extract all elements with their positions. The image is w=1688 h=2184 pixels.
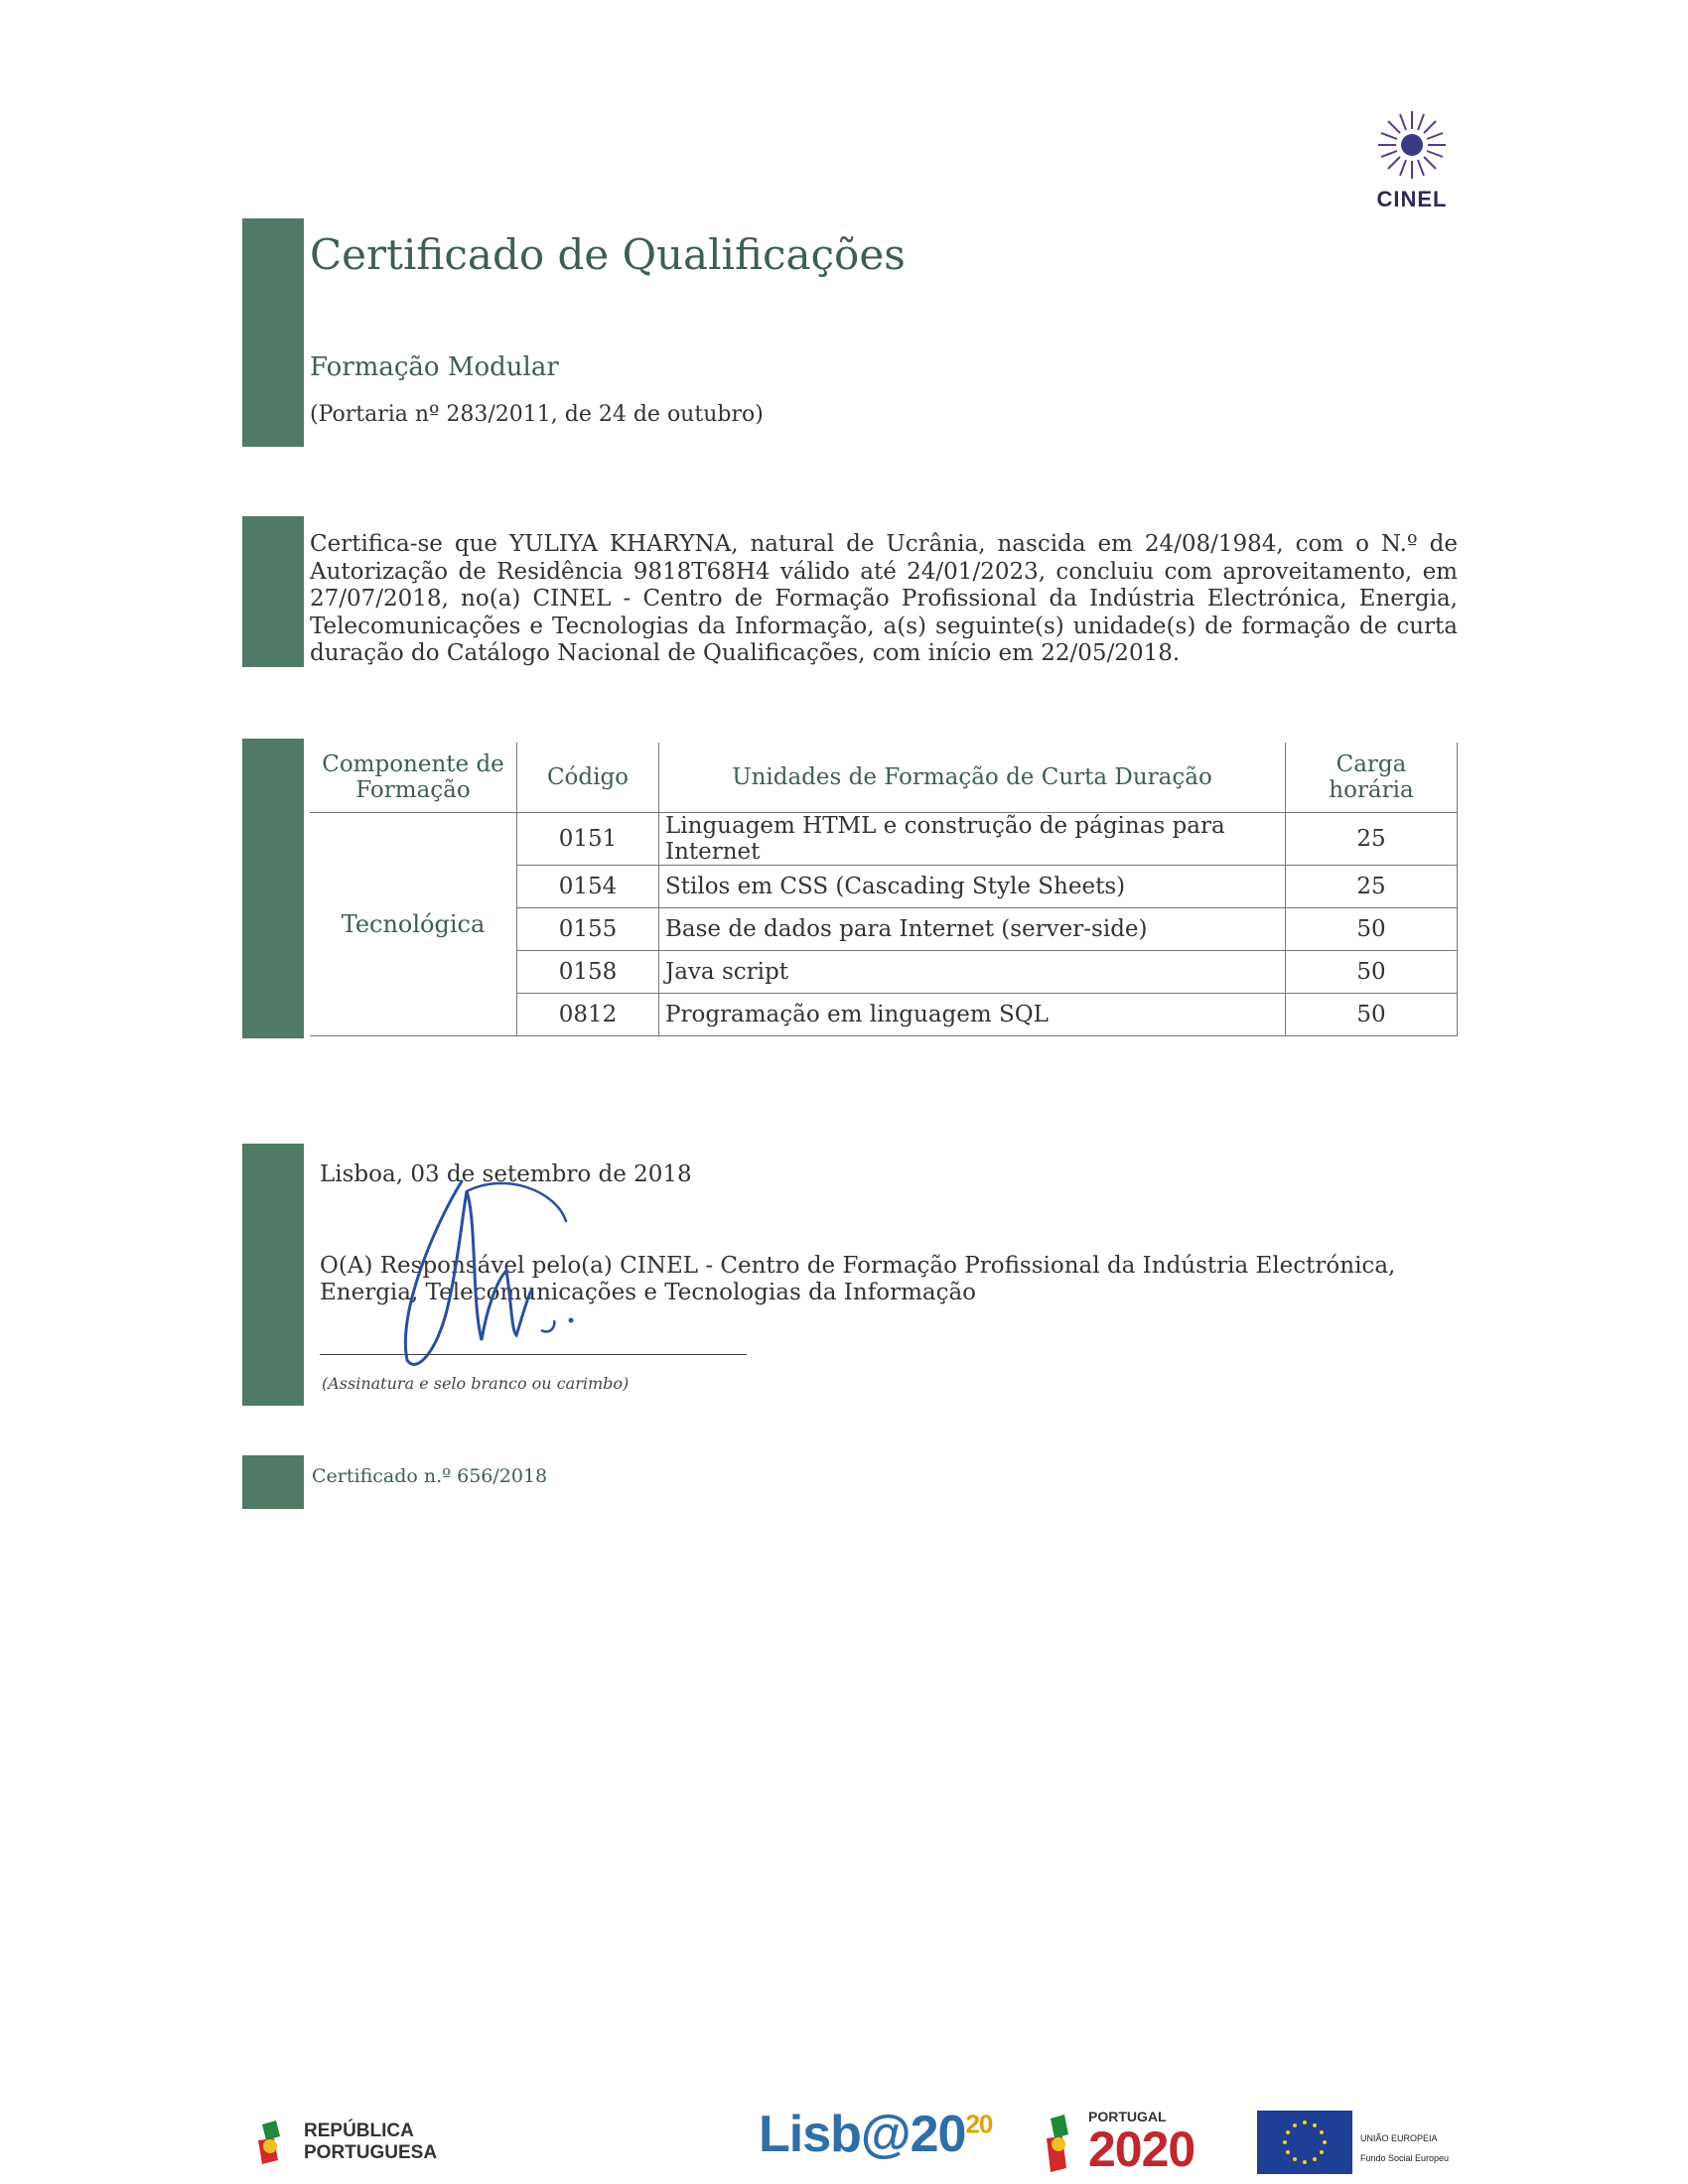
hours-cell: 50 [1286,908,1458,951]
lisboa-2020-text: Lisb@20 [759,2106,966,2163]
header-units: Unidades de Formação de Curta Duração [659,743,1286,813]
subtitle: Formação Modular [310,352,559,382]
eu-line-1: UNIÃO EUROPEIA [1360,2133,1438,2143]
portugal-label: PORTUGAL [1088,2109,1167,2124]
republica-line-1: REPÚBLICA [304,2120,414,2141]
hours-cell: 25 [1286,813,1458,866]
place-date: Lisboa, 03 de setembro de 2018 [320,1161,692,1187]
republica-line-2: PORTUGUESA [304,2142,438,2163]
component-cell: Tecnológica [310,813,517,1036]
code-cell: 0155 [517,908,659,951]
code-cell: 0151 [517,813,659,866]
lisboa-2020-superscript: 20 [965,2109,993,2139]
signature-caption: (Assinatura e selo branco ou carimbo) [322,1374,630,1393]
portaria-reference: (Portaria nº 283/2011, de 24 de outubro) [310,402,764,427]
code-cell: 0812 [517,994,659,1036]
unit-cell: Stilos em CSS (Cascading Style Sheets) [659,866,1286,908]
hours-cell: 25 [1286,866,1458,908]
unit-cell: Base de dados para Internet (server-side) [659,908,1286,951]
unit-cell: Programação em linguagem SQL [659,994,1286,1036]
uniao-europeia-logo [1257,2111,1466,2176]
cinel-sunburst-icon [1374,107,1450,183]
unit-cell: Linguagem HTML e construção de páginas para Internet [659,813,1286,866]
code-cell: 0158 [517,951,659,994]
republica-portuguesa-logo [252,2116,481,2172]
republica-emblem-icon [252,2116,296,2168]
portugal-2020-logo [1043,2109,1241,2178]
unit-cell: Java script [659,951,1286,994]
table-accent-bar [242,739,304,1038]
title-accent-bar [242,218,304,447]
certno-accent-bar [242,1455,304,1509]
code-cell: 0154 [517,866,659,908]
lisboa-2020-logo [759,2105,992,2164]
page-title: Certificado de Qualificações [310,230,906,279]
table-header-row [310,743,1458,813]
eu-flag-icon [1257,2111,1352,2174]
header-hours: Carga horária [1286,743,1458,813]
table-row [310,813,1458,866]
certificate-number: Certificado n.º 656/2018 [312,1465,548,1487]
cinel-logo [1362,107,1462,210]
paragraph-accent-bar [242,516,304,667]
handwritten-signature [367,1161,626,1370]
training-units-table [310,743,1458,1036]
header-component: Componente de Formação [310,743,517,813]
eu-line-2: Fundo Social Europeu [1360,2153,1450,2163]
signature-accent-bar [242,1144,304,1406]
responsible-entity: O(A) Responsável pelo(a) CINEL - Centro de Formação Profissional da Indústria Electrónica, Energia, Telecomunicações e Tecnologias da Informação [320,1253,1396,1305]
signature-line [320,1354,747,1355]
cinel-logo-label: CINEL [1376,187,1448,211]
portugal-2020-emblem-icon [1043,2113,1082,2176]
hours-cell: 50 [1286,994,1458,1036]
header-code: Código [517,743,659,813]
hours-cell: 50 [1286,951,1458,994]
portugal-2020-number: 2020 [1088,2121,1196,2177]
certification-paragraph: Certifica-se que YULIYA KHARYNA, natural de Ucrânia, nascida em 24/08/1984, com o N.º de Autorização de Residência 9818T68H4 válido até 24/01/2023, concluiu com aproveitamento, em 27/07/2018, no(a) CINEL - Centro de Formação Profissional da Indústria Electrónica, Energia, Telecomunicações e Tecnologias da Informação, a(s) seguinte(s) unidade(s) de formação de curta duração do Catálogo Nacional de Qualificações, com início em 22/05/2018. [310,531,1458,666]
